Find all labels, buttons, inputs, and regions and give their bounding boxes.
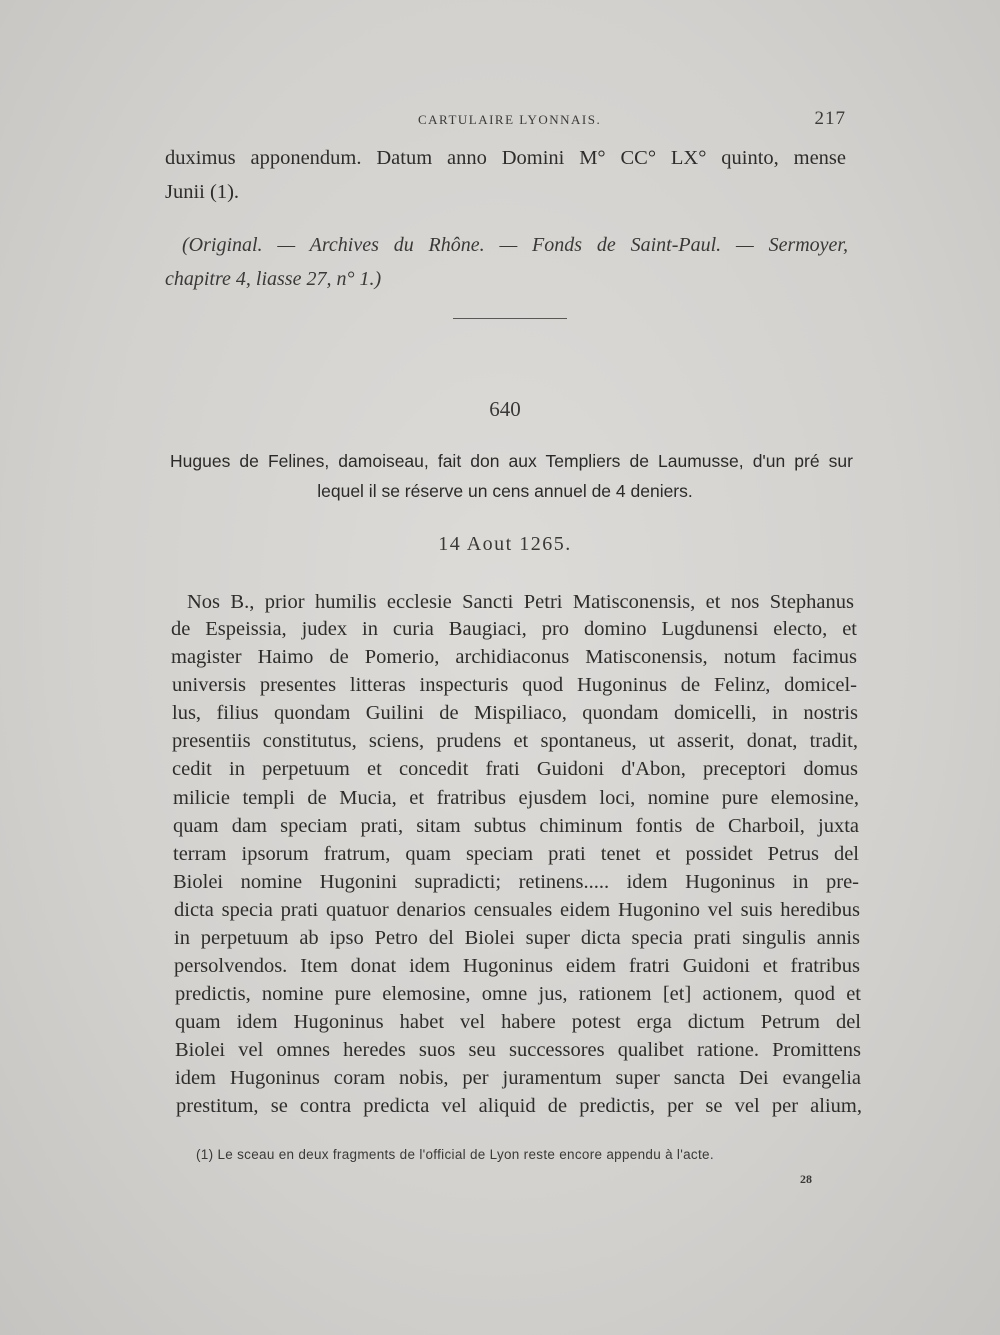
document-date: 14 Aout 1265. (438, 533, 572, 555)
body-line: magister Haimo de Pomerio, archidiaconus Matisconensis, notum facimus (171, 646, 857, 668)
source-line: chapitre 4, liasse 27, n° 1.) (165, 268, 382, 290)
text-line: duximus apponendum. Datum anno Domini M° CC° LX° quinto, mense (165, 147, 846, 169)
body-line: in perpetuum ab ipso Petro del Biolei super dicta specia prati singulis annis (174, 927, 860, 949)
summary-line: Hugues de Felines, damoiseau, fait don aux Templiers de Laumusse, d'un pré sur (170, 451, 853, 471)
running-title: CARTULAIRE LYONNAIS. (418, 112, 602, 127)
body-line: universis presentes litteras inspecturis quod Hugoninus de Felinz, domicel- (172, 674, 857, 696)
body-line: Biolei vel omnes heredes suos seu successores qualibet ratione. Promittens (175, 1039, 861, 1061)
body-line: Biolei nomine Hugonini supradicti; retinens..... idem Hugoninus in pre- (173, 871, 859, 893)
body-line: prestitum, se contra predicta vel aliquid de predictis, per se vel per alium, (176, 1095, 862, 1117)
summary-line: lequel il se réserve un cens annuel de 4 deniers. (317, 481, 693, 501)
body-line: lus, filius quondam Guilini de Mispiliaco, quondam domicelli, in nostris (172, 702, 858, 724)
body-line: presentiis constitutus, sciens, prudens et spontaneus, ut asserit, donat, tradit, (172, 730, 858, 752)
text-line: Junii (1). (165, 181, 240, 203)
signature-mark: 28 (800, 1172, 812, 1186)
body-line: quam dam speciam prati, sitam subtus chiminum fontis de Charboil, juxta (173, 815, 859, 837)
body-line: milicie templi de Mucia, et fratribus ejusdem loci, nomine pure elemosine, (173, 787, 859, 809)
body-line: predictis, nomine pure elemosine, omne jus, rationem [et] actionem, quod et (175, 983, 861, 1005)
section-divider (453, 318, 567, 319)
body-line: Nos B., prior humilis ecclesie Sancti Petri Matisconensis, et nos Stephanus (187, 591, 854, 613)
body-line: idem Hugoninus coram nobis, per juramentum super sancta Dei evangelia (175, 1067, 861, 1089)
body-line: de Espeissia, judex in curia Baugiaci, pro domino Lugdunensi electo, et (171, 618, 857, 640)
body-line: cedit in perpetuum et concedit frati Guidoni d'Abon, preceptori domus (172, 758, 858, 780)
body-line: quam idem Hugoninus habet vel habere potest erga dictum Petrum del (175, 1011, 861, 1033)
page-number: 217 (814, 108, 846, 129)
body-line: terram ipsorum fratrum, quam speciam prati tenet et possidet Petrus del (173, 843, 859, 865)
body-line: dicta specia prati quatuor denarios censuales eidem Hugonino vel suis heredibus (174, 899, 860, 921)
running-head (165, 108, 850, 134)
footnote: (1) Le sceau en deux fragments de l'official de Lyon reste encore appendu à l'acte. (196, 1147, 714, 1162)
source-line: (Original. — Archives du Rhône. — Fonds de Saint-Paul. — Sermoyer, (182, 234, 848, 256)
document-number: 640 (489, 397, 521, 421)
body-line: persolvendos. Item donat idem Hugoninus eidem fratri Guidoni et fratribus (174, 955, 860, 977)
